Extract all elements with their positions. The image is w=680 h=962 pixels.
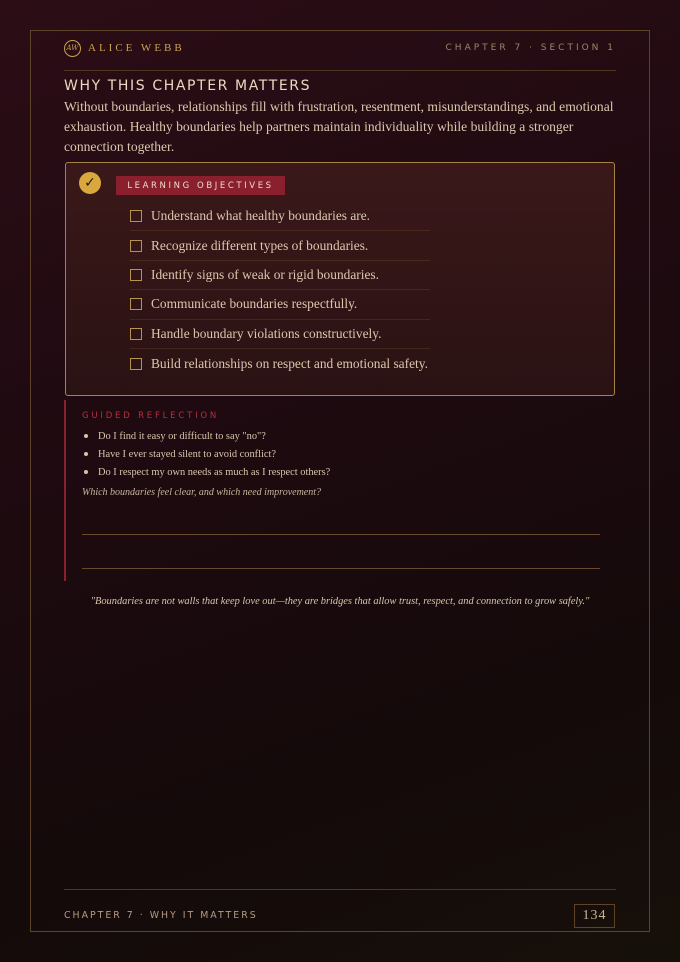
- brand: [64, 40, 185, 57]
- author-logo-icon: AW: [64, 40, 81, 57]
- writing-line[interactable]: [82, 534, 600, 535]
- reflection-questions: [84, 427, 330, 481]
- reflection-question: [84, 427, 330, 445]
- footer-divider: [64, 889, 616, 890]
- footer-chapter-label: CHAPTER 7 · WHY IT MATTERS: [64, 910, 258, 921]
- objective-item[interactable]: [130, 231, 430, 260]
- bullet-icon: [84, 470, 88, 474]
- objective-item[interactable]: [130, 290, 430, 319]
- objective-item[interactable]: [130, 320, 430, 349]
- checkbox[interactable]: [130, 358, 142, 370]
- checkmark-icon: ✓: [79, 172, 101, 194]
- header-divider: [64, 70, 616, 71]
- objective-text: Build relationships on respect and emotional safety.: [151, 355, 428, 371]
- bullet-icon: [84, 452, 88, 456]
- objectives-label: LEARNING OBJECTIVES: [116, 176, 285, 195]
- checkbox[interactable]: [130, 269, 142, 281]
- objective-item[interactable]: [130, 202, 430, 231]
- bullet-icon: [84, 434, 88, 438]
- author-name: ALICE WEBB: [88, 42, 185, 54]
- objective-text: Identify signs of weak or rigid boundaries.: [151, 266, 379, 282]
- objective-text: Handle boundary violations constructively.: [151, 325, 382, 341]
- checkbox[interactable]: [130, 210, 142, 222]
- page-header: [64, 38, 616, 58]
- objectives-list: [130, 202, 430, 378]
- objective-text: Communicate boundaries respectfully.: [151, 296, 358, 312]
- objective-item[interactable]: [130, 349, 430, 378]
- chapter-section-label: CHAPTER 7 · SECTION 1: [445, 43, 616, 53]
- checkbox[interactable]: [130, 240, 142, 252]
- pull-quote: "Boundaries are not walls that keep love out—they are bridges that allow trust, respect, and connection to grow safely.": [90, 596, 590, 607]
- checkbox[interactable]: [130, 298, 142, 310]
- checkbox[interactable]: [130, 328, 142, 340]
- reflection-prompt: Which boundaries feel clear, and which need improvement?: [82, 487, 322, 498]
- objective-item[interactable]: [130, 261, 430, 290]
- page-number: 134: [574, 904, 615, 928]
- reflection-question: [84, 463, 330, 481]
- writing-line[interactable]: [82, 568, 600, 569]
- reflection-title: GUIDED REFLECTION: [82, 411, 220, 421]
- reflection-question: [84, 445, 330, 463]
- objective-text: Understand what healthy boundaries are.: [151, 208, 371, 224]
- question-text: Have I ever stayed silent to avoid conflict?: [98, 448, 277, 460]
- question-text: Do I respect my own needs as much as I respect others?: [98, 466, 331, 478]
- objective-text: Recognize different types of boundaries.: [151, 237, 369, 253]
- section-title: WHY THIS CHAPTER MATTERS: [64, 78, 312, 94]
- intro-paragraph: Without boundaries, relationships fill with frustration, resentment, misunderstandings, and emotional exhaustion. Healthy boundaries help partners maintain individuality while building a stronger connection together.: [64, 99, 614, 154]
- question-text: Do I find it easy or difficult to say "no"?: [98, 430, 266, 442]
